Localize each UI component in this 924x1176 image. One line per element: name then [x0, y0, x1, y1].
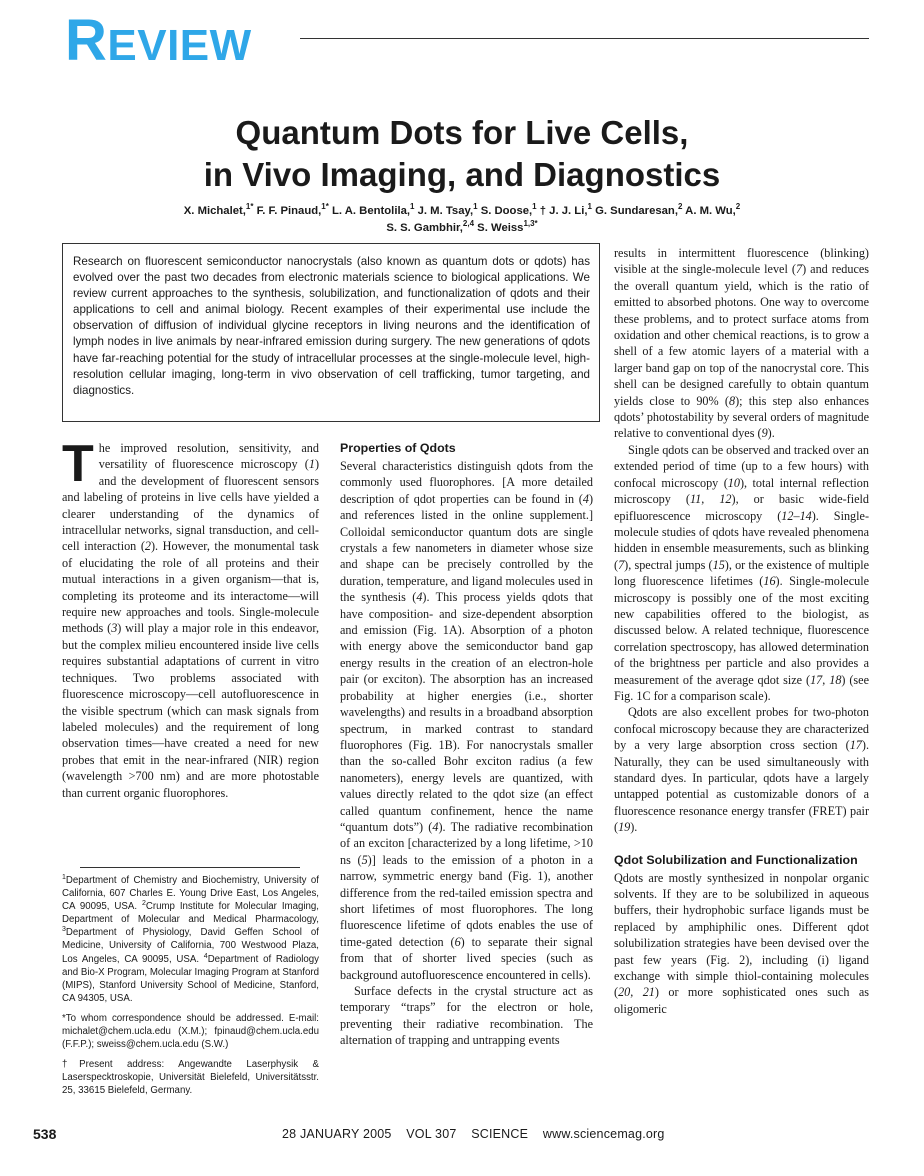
column-2 — [340, 440, 593, 1049]
citation-ref: 2 — [144, 539, 151, 554]
paragraph: Qdots are mostly synthesized in nonpolar organic solvents. If they are to be solubilized in aqueous buffers, their hydrophobic surface ligands must be replaced by amphiphilic ones. Different qdot solubilization strategies have been devised over the past few years (Fig. 2), including (i) ligand exchange with simple thiol-containing molecules (20, 21) or more sophisticated ones such as oligomeric — [614, 870, 870, 1016]
paragraph: Single qdots can be observed and tracked over an extended period of time (up to a few hours) with confocal microscopy (10), total internal reflection microscopy (11, 12), or basic wide-field epifluorescence microscopy (12–14). Single-molecule studies of qdots have revealed phenomena hidden in ensemble measurements, such as blinking (7), spectral jumps (15), or the existence of multiple long fluorescence lifetimes (16). Single-molecule microscopy is possibly one of the most exciting new capabilities offered to the biologist, as discussed below. A related technique, fluorescence correlation spectroscopy, has allowed determination of the brightness per particle and also provides a measurement of the average qdot size (17, 18) (see Fig. 1C for a comparison scale). — [614, 442, 870, 703]
header-rule — [300, 38, 869, 39]
correspondence: *To whom correspondence should be addressed. E-mail: michalet@chem.ucla.edu (X.M.); fpinaud@chem.ucla.edu (F.F.P.); sweiss@chem.ucla.edu (S.W.) — [62, 1012, 319, 1051]
citation-ref: 1 — [308, 457, 315, 472]
column-3 — [614, 245, 869, 1017]
citation-ref: 4 — [582, 491, 589, 506]
column-1 — [62, 435, 320, 801]
abstract-text: Research on fluorescent semiconductor nanocrystals (also known as quantum dots or qdots) has evolved over the past two decades from electronic materials science to biological applications. We review current approaches to the synthesis, solubilization, and functionalization of qdots and their applications to cell and animal biology. Recent examples of their experimental use include the observation of diffusion of individual glycine receptors in living neurons and the identification of lymph nodes in live animals by near-infrared emission during surgery. The new generations of qdots have far-reaching potential for the study of intracellular processes at the single-molecule level, high-resolution cellular imaging, long-term in vivo observation of cell trafficking, tumor targeting, and diagnostics. — [73, 255, 590, 397]
citation-ref: 15 — [712, 557, 725, 572]
abstract — [62, 243, 600, 422]
citation-ref: 20 — [618, 985, 631, 1000]
author: A. M. Wu,$^2$ — [685, 202, 741, 217]
citation-ref: 10 — [727, 475, 740, 490]
affiliations: $^1$Department of Chemistry and Biochemistry, University of California, 607 Charles E. Young Drive East, Los Angeles, CA 90095, USA. $^2$Crump Institute for Molecular Imaging, Department of Molecular and Medical Pharmacology, $^3$Department of Physiology, David Geffen School of Medicine, University of California, 700 Westwood Plaza, Los Angeles, CA 90095, USA. $^4$Department of Radiology and Bio-X Program, Molecular Imaging Program at Stanford (MIPS), Stanford University School of Medicine, Stanford, CA 94305, USA. — [62, 873, 319, 1004]
citation-ref: 12–14 — [781, 508, 812, 523]
citation-ref: 4 — [416, 590, 423, 605]
author: S. S. Gambhir,$^{2,4}$ — [386, 219, 475, 234]
citation-ref: 18 — [829, 672, 842, 687]
title-line-1: Quantum Dots for Live Cells, — [235, 114, 689, 151]
page-number: 538 — [33, 1126, 57, 1142]
citation-ref: 21 — [642, 985, 655, 1000]
citation-ref: 11 — [689, 492, 702, 507]
paragraph: results in intermittent fluorescence (blinking) visible at the single-molecule level (7) and reduces the overall quantum yield, which is the ratio of emitted to absorbed photons. One way to overcome these problems, and to protect surface atoms from oxidation and other chemical reactions, is to grow a shell of a few atomic layers of a material with a larger band gap on top of the nanocrystal core. This shell can be designed carefully to obtain quantum yields close to 90% (8); this step also enhances qdots’ photostability by several orders of magnitude relative to conventional dyes (9). — [614, 246, 870, 441]
title-line-2: in Vivo Imaging, and Diagnostics — [203, 156, 721, 193]
citation-ref: 6 — [454, 934, 461, 949]
citation-ref: 17 — [810, 672, 823, 687]
journal-footer: 28 JANUARY 2005 VOL 307 SCIENCE www.sciencemag.org — [282, 1127, 665, 1141]
drop-cap: T — [62, 435, 94, 493]
citation-ref: 19 — [618, 820, 631, 835]
paragraph: Qdots are also excellent probes for two-photon confocal microscopy because they are characterized by a very large absorption cross section (17). Naturally, they can be used simultaneously with standard dyes. In particular, qdots have a largely untapped potential as customizable donors of a fluorescence resonance energy transfer (FRET) pair (19). — [614, 705, 869, 835]
footnotes — [62, 874, 319, 1105]
paragraph: Several characteristics distinguish qdots from the commonly used fluorophores. [A more detailed description of qdot properties can be found in (4) and references listed in the online supplement.] Colloidal semiconductor quantum dots are single crystals a few nanometers in diameter whose size and shape can be precisely controlled by the duration, temperature, and ligand molecules used in the synthesis (4). This process yields qdots that have composition- and size-dependent absorption and emission (Fig. 1A). Absorption of a photon with energy above the semiconductor band gap energy results in the creation of an electron-hole pair (or exciton). The absorption has an increased probability at higher energies (i.e., shorter wavelengths) and results in a broadband absorption spectrum, in marked contrast to standard fluorophores (Fig. 1B). For nanocrystals smaller than the so-called Bohr exciton radius (a few nanometers), energy levels are quantized, with values directly related to the qdot size (an effect called quantum confinement, hence the name “quantum dots”) (4). The radiative recombination of an exciton [characterized by a long lifetime, >10 ns (5)] leads to the emission of a photon in a narrow, symmetric energy band (Fig. 1), another difference from the red-tailed emission spectra and short lifetimes of most fluorophores. The long fluorescence lifetime of qdots enables the use of time-gated detection (6) to separate their signal from that of shorter lived species (such as background autofluorescence encountered in cells). — [340, 459, 594, 982]
citation-ref: 5 — [361, 852, 368, 867]
author: F. F. Pinaud,$^{1*}$ — [256, 202, 329, 217]
citation-ref: 16 — [763, 574, 776, 589]
citation-ref: 9 — [761, 426, 768, 441]
author: J. M. Tsay,$^1$ — [417, 202, 478, 217]
section-heading: Properties of Qdots — [340, 441, 456, 455]
intro-paragraph: The improved resolution, sensitivity, and versatility of fluorescence microscopy (1) and the development of fluorescent sensors and labeling of proteins in live cells have yielded a clearer understanding of the dynamics of intracellular networks, signal transduction, and cell-cell interaction (2). However, the monumental task of elucidating the role of all proteins and their mutual interactions in a given organism—that is, completing its proteome and its interactome—will require new approaches and tools. Single-molecule methods (3) will play a major role in this endeavor, but the complex milieu encountered inside live cells requires substantial adaptations of current in vitro techniques. Two problems associated with fluorescence microscopy—cell autofluorescence in the visible spectrum (which can mask signals from labeled molecules) and the requirement of long observation times—have created a need for new probes that emit in the near-infrared (NIR) region (wavelength >700 nm) and are more photostable than current organic fluorophores. — [62, 435, 320, 800]
author: G. Sundaresan,$^2$ — [595, 202, 683, 217]
article-title — [60, 112, 864, 196]
citation-ref: 7 — [795, 262, 803, 277]
paragraph: Surface defects in the crystal structure act as temporary “traps” for the electron or hole, preventing their radiative recombination. The alternation of trapping and untrapping events — [340, 984, 593, 1048]
section-label: REVIEW — [65, 8, 252, 73]
author: X. Michalet,$^{1*}$ — [183, 202, 254, 217]
citation-ref: 12 — [719, 492, 732, 507]
citation-ref: 17 — [849, 738, 862, 753]
author: S. Weiss$^{1,3*}$ — [477, 219, 538, 234]
footnote-rule — [80, 867, 300, 868]
section-heading: Qdot Solubilization and Functionalization — [614, 852, 858, 867]
present-address: †Present address: Angewandte Laserphysik & Laserspecktroskopie, Universität Bielefeld, Universitätsstr. 25, 33615 Bielefeld, Germany. — [62, 1059, 319, 1097]
author: L. A. Bentolila,$^1$ — [331, 202, 415, 217]
citation-ref: 3 — [111, 621, 118, 636]
author: S. Doose,$^1$ — [480, 202, 537, 217]
citation-ref: 8 — [728, 393, 736, 408]
citation-ref: 4 — [432, 819, 439, 834]
citation-ref: 7 — [618, 557, 625, 572]
author: † J. J. Li,$^1$ — [539, 202, 592, 217]
author-list — [60, 203, 864, 237]
